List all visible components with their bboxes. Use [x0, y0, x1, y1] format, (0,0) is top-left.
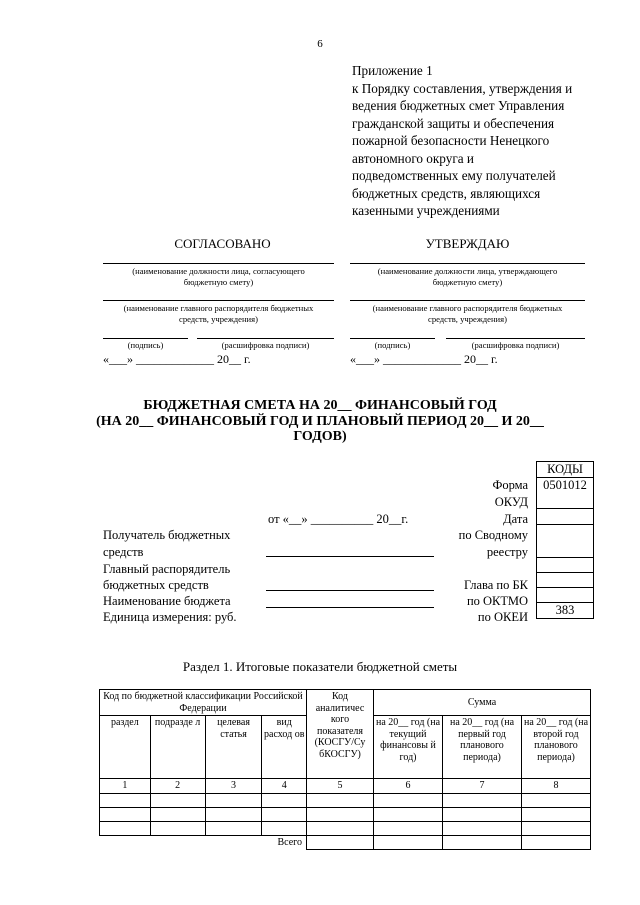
budget-table [99, 689, 591, 850]
form-label: Форма [492, 478, 528, 492]
total-cell[interactable] [522, 835, 591, 849]
col-number: 1 [100, 779, 151, 794]
okud-label: ОКУД [494, 495, 528, 509]
total-cell[interactable] [307, 835, 374, 849]
agreed-signature-caption: (подпись) [127, 340, 164, 350]
okei-code: 383 [537, 603, 594, 619]
table-header-analytic: Код аналитичес кого показателя (КОСГУ/Су бКОСГУ) [307, 690, 374, 779]
col-number: 6 [374, 779, 443, 794]
approve-position-line [350, 263, 585, 264]
col-number: 7 [443, 779, 522, 794]
codes-table [536, 461, 594, 619]
appendix-line: автономного округа и [352, 150, 474, 166]
oktmo-label: по ОКТМО [466, 594, 528, 608]
budget-name-field[interactable] [266, 607, 434, 608]
svod-label: по Сводному [458, 528, 528, 542]
okei-label: по ОКЕИ [477, 610, 528, 624]
table-header-subsection: подразде л [150, 716, 205, 779]
agreed-title: СОГЛАСОВАНО [174, 236, 271, 251]
document-title: БЮДЖЕТНАЯ СМЕТА НА 20__ ФИНАНСОВЫЙ ГОД (НА 20__ ФИНАНСОВЫЙ ГОД И ПЛАНОВЫЙ ПЕРИОД 20__ И 20__ ГОДОВ) [96, 398, 544, 444]
manager-field[interactable] [266, 590, 434, 591]
table-header-sum: Сумма [374, 690, 591, 716]
col-number: 5 [307, 779, 374, 794]
col-number: 2 [150, 779, 205, 794]
section-title: Раздел 1. Итоговые показатели бюджетной сметы [182, 659, 458, 674]
total-cell[interactable] [374, 835, 443, 849]
bk-code[interactable] [537, 573, 594, 588]
table-row [100, 821, 591, 835]
manager-label-2: бюджетных средств [103, 578, 209, 592]
svod-label-2: реестру [486, 545, 528, 559]
appendix-note [352, 62, 602, 220]
table-row [100, 793, 591, 807]
appendix-line: подведомственных ему получателей [352, 168, 556, 183]
approve-position-caption: (наименование должности лица, утверждающего бюджетную смету) [377, 266, 558, 287]
agreed-signature-line [103, 338, 188, 339]
table-total-row [100, 835, 591, 849]
appendix-line: Приложение 1 [352, 63, 433, 78]
agreed-date: «___» _____________ 20__ г. [103, 352, 251, 366]
col-number: 8 [522, 779, 591, 794]
approve-manager-caption: (наименование главного распорядителя бюджетных средств, учреждения) [372, 303, 563, 324]
agreed-decoding-caption: (расшифровка подписи) [221, 340, 310, 350]
codes-header: КОДЫ [537, 462, 594, 478]
total-label: Всего [277, 836, 302, 848]
date-label: Дата [503, 512, 528, 526]
table-row [100, 807, 591, 821]
unit-label: Единица измерения: руб. [103, 610, 237, 624]
recipient-label-2: средств [103, 545, 144, 559]
agreed-position-caption: (наименование должности лица, согласующего бюджетную смету) [132, 266, 305, 287]
oktmo-code[interactable] [537, 588, 594, 603]
approve-date: «___» _____________ 20__ г. [350, 352, 498, 366]
agreed-manager-line [103, 300, 334, 301]
appendix-line: гражданской защиты и обеспечения [352, 115, 555, 131]
approve-title: УТВЕРЖДАЮ [425, 236, 510, 251]
table-header-section: раздел [100, 716, 151, 779]
recipient-field[interactable] [266, 556, 434, 557]
table-header-target: целевая статья [205, 716, 262, 779]
svod-code[interactable] [537, 525, 594, 558]
table-header-year-current: на 20__ год (на текущий финансовы й год) [374, 716, 443, 779]
table-header-classification: Код по бюджетной классификации Российской Федерации [100, 690, 307, 716]
date-code[interactable] [537, 509, 594, 525]
appendix-line: казенными учреждениями [352, 203, 500, 218]
empty-code[interactable] [537, 558, 594, 573]
recipient-label: Получатель бюджетных [103, 528, 231, 542]
approve-decoding-line [446, 338, 585, 339]
total-cell[interactable] [443, 835, 522, 849]
col-number: 3 [205, 779, 262, 794]
from-date: от «__» __________ 20__г. [268, 512, 409, 526]
agreed-decoding-line [197, 338, 334, 339]
page-number: 6 [317, 38, 323, 50]
okud-code: 0501012 [537, 478, 594, 509]
approve-manager-line [350, 300, 585, 301]
table-header-year-second: на 20__ год (на второй год планового периода) [522, 716, 591, 779]
approve-signature-line [350, 338, 435, 339]
budget-name-label: Наименование бюджета [103, 594, 231, 608]
appendix-line: пожарной безопасности Ненецкого [352, 133, 550, 148]
appendix-line: бюджетных средств, являющихся [352, 185, 541, 201]
agreed-position-line [103, 263, 334, 264]
agreed-manager-caption: (наименование главного распорядителя бюджетных средств, учреждения) [123, 303, 314, 324]
approve-decoding-caption: (расшифровка подписи) [471, 340, 560, 350]
table-header-year-first: на 20__ год (на первый год планового периода) [443, 716, 522, 779]
appendix-line: ведения бюджетных смет Управления [352, 98, 565, 113]
appendix-line: к Порядку составления, утверждения и [352, 80, 573, 96]
approve-signature-caption: (подпись) [374, 340, 411, 350]
bk-label: Глава по БК [463, 578, 528, 592]
col-number: 4 [262, 779, 307, 794]
manager-label: Главный распорядитель [103, 562, 231, 576]
table-header-expense: вид расход ов [262, 716, 307, 779]
